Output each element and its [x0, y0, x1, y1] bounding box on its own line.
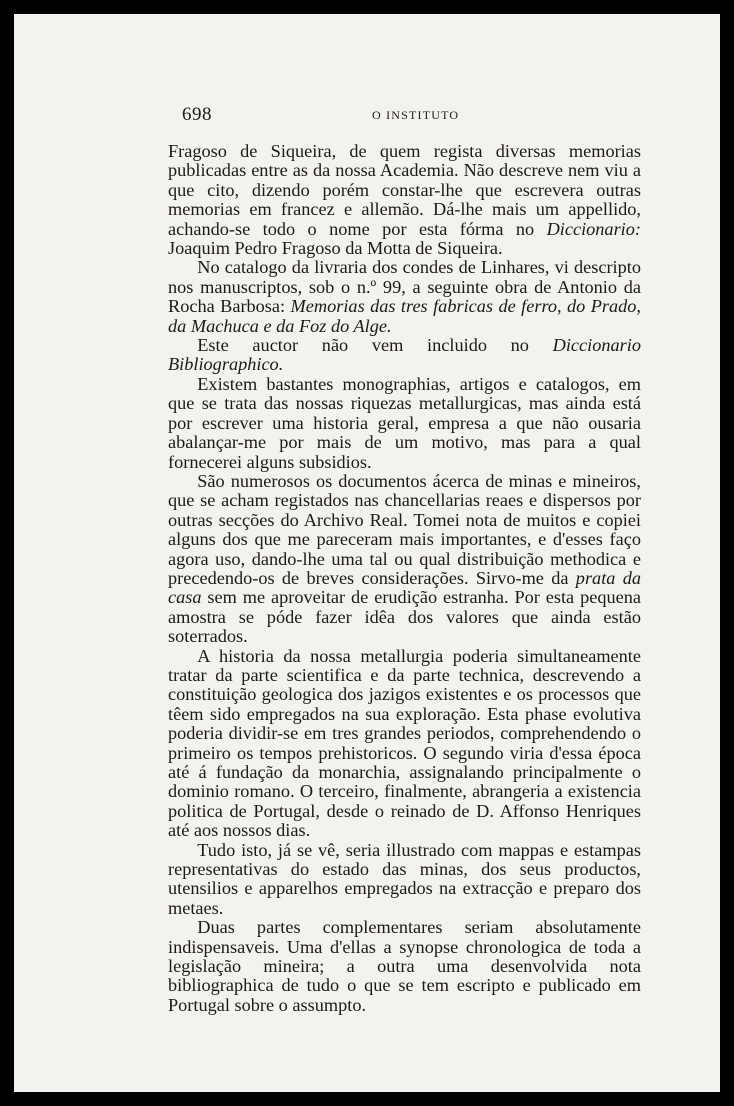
text-segment: sem me aproveitar de erudição estranha. Por esta pequena amostra se póde fazer idêa dos valores que ainda estão soterrados. [168, 587, 641, 647]
text-segment: Joaquim Pedro Fragoso da Motta de Siqueira. [168, 238, 503, 259]
paragraph [168, 472, 641, 647]
text-segment: São numerosos os documentos ácerca de minas e mineiros, que se acham registados nas chancellarias reaes e dispersos por outras secções do Archivo Real. Tomei nota de muitos e copiei alguns dos que me pareceram mais importantes, e d'esses faço agora uso, dando-lhe uma tal ou qual distribuição methodica e precedendo-os de breves considerações. Sirvo-me da [168, 470, 641, 588]
italic-title: Diccionario Bibliographico. [168, 335, 641, 375]
italic-phrase: prata da casa [168, 567, 642, 608]
paragraph [168, 258, 641, 336]
book-page [14, 14, 720, 1092]
text-segment: Tudo isto, já se vê, seria illustrado com mappas e estampas representativas do estado das minas, dos seus productos, utensilios e apparelhos empregados na extracção e preparo dos metaes. [168, 839, 641, 918]
text-segment: A historia da nossa metallurgia poderia simultaneamente tratar da parte scientifica e da parte technica, descrevendo a constituição geologica dos jazigos existentes e os processos que têem sido empregados na sua exploração. Esta phase evolutiva poderia dividir-se em tres grandes periodos, comprehendendo o primeiro os tempos prehistoricos. O segundo viria d'essa época até á fundação da monarchia, assignalando principalmente o dominio romano. O terceiro, finalmente, abrangeria a existencia politica de Portugal, desde o reinado de D. Affonso Henriques até aos nossos dias. [168, 645, 641, 841]
paragraph [168, 375, 641, 472]
text-segment: Fragoso de Siqueira, de quem regista diversas memorias publicadas entre as da nossa Academia. Não descreve nem viu a que cito, dizendo porém constar-lhe que escrevera outras memorias em francez e allemão. Dá-lhe mais um appellido, achando-se todo o nome por esta fórma no [168, 141, 641, 239]
page-number: 698 [182, 104, 212, 125]
running-head: O INSTITUTO [372, 108, 460, 122]
text-segment: Este auctor não vem incluido no [197, 335, 553, 356]
italic-title: Memorias das tres fabricas de ferro, do Prado, da Machuca e da Foz do Alge. [168, 296, 642, 336]
paragraph [168, 918, 641, 1015]
paragraph [168, 647, 641, 841]
page-header [182, 104, 588, 128]
body-text [168, 142, 641, 1015]
italic-title: Diccionario: [546, 218, 641, 239]
text-segment: Existem bastantes monographias, artigos e catalogos, em que se trata das nossas riquezas metallurgicas, mas ainda está por escrever uma historia geral, empresa a que não ousaria abalançar-me por mais de um motivo, mas para a qual fornecerei alguns subsidios. [168, 373, 641, 472]
text-segment: Duas partes complementares seriam absolutamente indispensaveis. Uma d'ellas a synopse chronologica de toda a legislação mineira; a outra uma desenvolvida nota bibliographica de tudo o que se tem escripto e publicado em Portugal sobre o assumpto. [168, 917, 641, 1015]
text-segment: No catalogo da livraria dos condes de Linhares, vi descripto nos manuscriptos, sob o n.º 99, a seguinte obra de Antonio da Rocha Barbosa: [168, 257, 641, 317]
paragraph [168, 841, 641, 919]
paragraph [168, 336, 641, 375]
paragraph [168, 142, 641, 258]
